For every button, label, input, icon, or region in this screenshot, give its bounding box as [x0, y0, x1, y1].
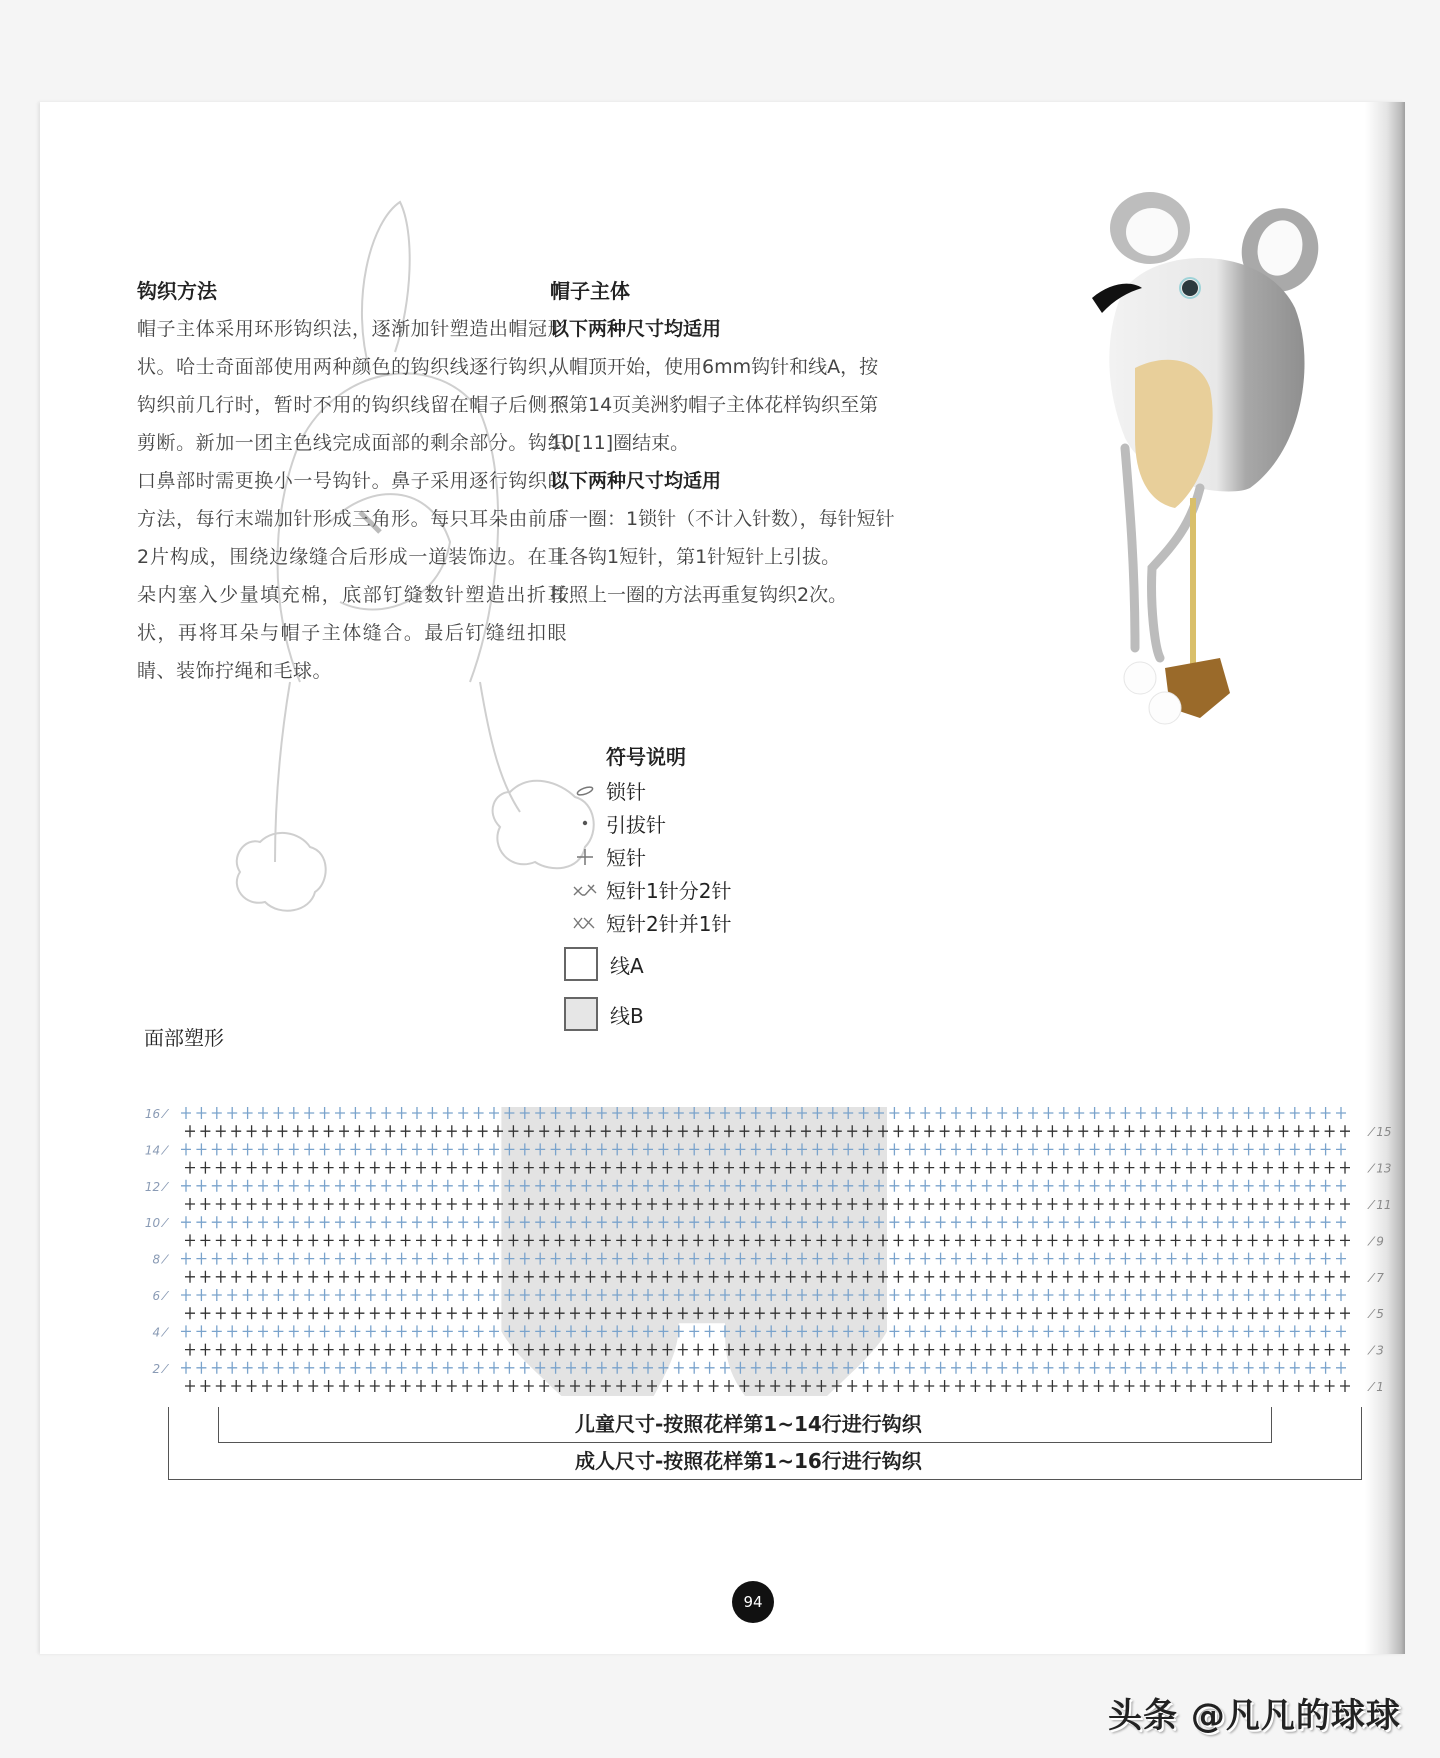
- instruction-line: 下一圈：1锁针（不计入针数），每针短针: [550, 508, 895, 530]
- face-shaping-chart: [130, 1107, 1420, 1407]
- instruction-line: 按照上一圈的方法再重复钩织2次。: [550, 584, 848, 606]
- sc-decrease-icon: [568, 914, 602, 932]
- row-number-right: ⁄ 5: [1370, 1307, 1384, 1322]
- row-number-right: ⁄ 15: [1370, 1125, 1392, 1140]
- source-watermark: 头条 @凡凡的球球: [1108, 1696, 1401, 1736]
- row-number-left: 10 ⁄: [144, 1216, 166, 1231]
- stitch-chart-grid: [130, 1107, 1420, 1407]
- face-shaping-label: 面部塑形: [144, 1026, 224, 1050]
- legend-label: 短针2针并1针: [606, 912, 732, 936]
- method-heading: 钩织方法: [137, 279, 217, 303]
- legend-title: 符号说明: [606, 745, 686, 769]
- yarn-a-label: 线A: [610, 953, 644, 978]
- row-number-right: ⁄ 9: [1370, 1234, 1384, 1249]
- row-number-left: 12 ⁄: [144, 1179, 166, 1194]
- instruction-line: 10[11]圈结束。: [550, 432, 690, 454]
- book-page: [40, 102, 1405, 1654]
- legend-item: [568, 774, 828, 807]
- legend-item: [568, 807, 828, 840]
- yarn-a-swatch: [564, 947, 598, 981]
- page-number-badge: 94: [732, 1581, 774, 1623]
- method-section: [137, 272, 567, 690]
- row-number-left: 8 ⁄: [152, 1252, 166, 1267]
- legend-item: [568, 873, 828, 906]
- legend-swatch-yarn-a: [568, 939, 828, 989]
- sc-increase-icon: [568, 881, 602, 899]
- legend-label: 引拔针: [606, 813, 666, 837]
- method-paragraph: 帽子主体采用环形钩织法，逐渐加针塑造出帽冠形状。哈士奇面部使用两种颜色的钩织线逐行钩织，钩织前几行时，暂时不用的钩织线留在帽子后侧不剪断。新加一团主色线完成面部的剩余部分。钩织口鼻部时需更换小一号钩针。鼻子采用逐行钩织的方法，每行末端加针形成三角形。每只耳朵由前后2片构成，围绕边缘缝合后形成一道装饰边。在耳朵内塞入少量填充棉，底部钉缝数针塑造出折耳状，再将耳朵与帽子主体缝合。最后钉缝纽扣眼睛、装饰拧绳和毛球。: [137, 318, 567, 682]
- row-number-right: ⁄ 7: [1370, 1270, 1384, 1285]
- sizes-subheading-1: 以下两种尺寸均适用: [550, 318, 722, 340]
- legend-label: 短针1针分2针: [606, 879, 732, 903]
- chain-stitch-icon: [568, 786, 602, 796]
- legend-item: [568, 840, 828, 873]
- instruction-line: 上各钩1短针，第1针短针上引拔。: [550, 546, 841, 568]
- symbol-legend: [568, 740, 828, 1039]
- child-size-note: 儿童尺寸-按照花样第1~14行进行钩织: [575, 1412, 922, 1436]
- hat-body-heading: 帽子主体: [550, 279, 630, 303]
- single-crochet-icon: [568, 846, 602, 868]
- husky-hat-photo: [1080, 188, 1370, 788]
- row-number-right: ⁄ 11: [1370, 1198, 1392, 1212]
- row-number-left: 14 ⁄: [144, 1143, 166, 1158]
- row-number-left: 4 ⁄: [152, 1325, 166, 1340]
- legend-label: 短针: [606, 846, 646, 870]
- instruction-line: 照第14页美洲豹帽子主体花样钩织至第: [550, 394, 879, 416]
- adult-size-note: 成人尺寸-按照花样第1~16行进行钩织: [575, 1449, 922, 1473]
- row-number-right: ⁄ 3: [1370, 1343, 1384, 1358]
- page-gutter-shadow: [1365, 102, 1405, 1654]
- yarn-b-label: 线B: [610, 1003, 644, 1028]
- legend-item: [568, 906, 828, 939]
- hat-body-section: [550, 272, 990, 614]
- legend-label: 锁针: [606, 780, 646, 804]
- slip-stitch-icon: [568, 819, 602, 829]
- instruction-line: 从帽顶开始，使用6mm钩针和线A，按: [550, 356, 879, 378]
- row-number-right: ⁄ 13: [1370, 1161, 1392, 1176]
- sizes-subheading-2: 以下两种尺寸均适用: [550, 470, 722, 492]
- row-number-left: 2 ⁄: [152, 1361, 166, 1376]
- row-number-left: 6 ⁄: [152, 1289, 166, 1303]
- yarn-b-swatch: [564, 997, 598, 1031]
- row-number-left: 16 ⁄: [144, 1107, 166, 1121]
- legend-swatch-yarn-b: [568, 989, 828, 1039]
- row-number-right: ⁄ 1: [1370, 1380, 1384, 1394]
